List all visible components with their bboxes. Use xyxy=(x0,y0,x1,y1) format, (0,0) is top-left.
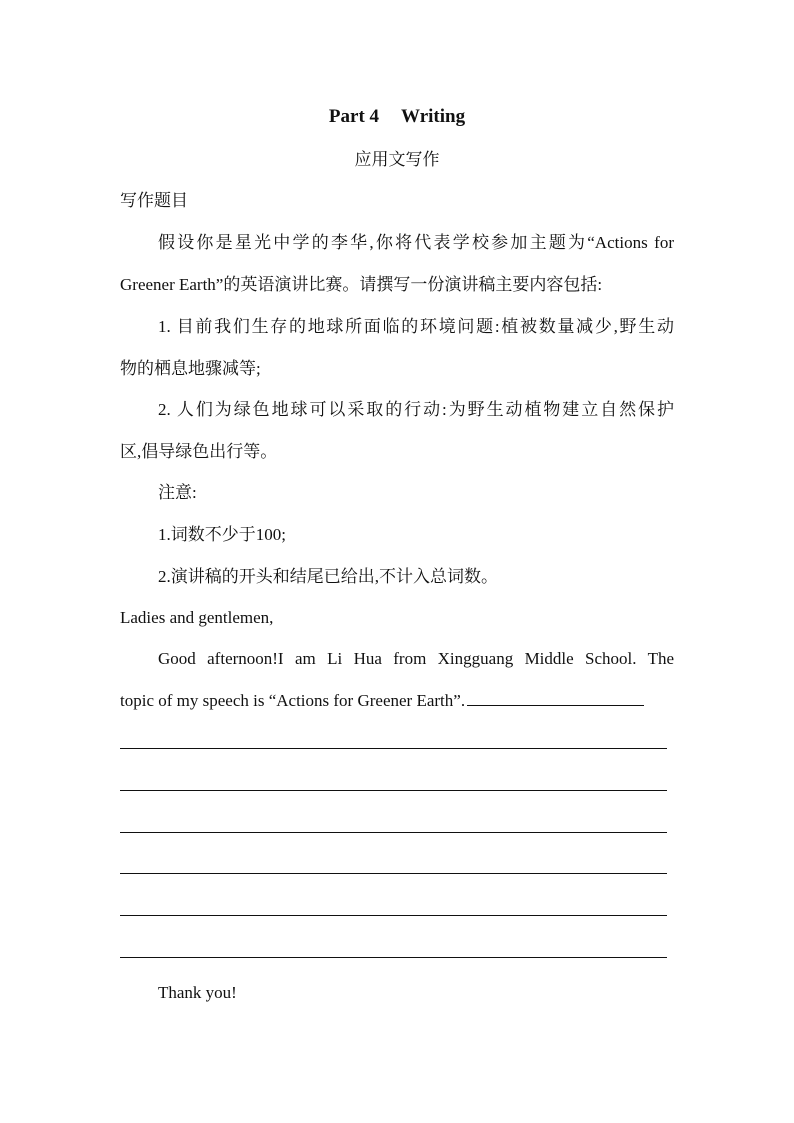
requirement-2-line-2: 区,倡导绿色出行等。 xyxy=(120,442,278,461)
answer-line-4[interactable] xyxy=(120,873,667,874)
speech-closing: Thank you! xyxy=(158,983,237,1002)
prompt-line-2: Greener Earth”的英语演讲比赛。请撰写一份演讲稿主要内容包括: xyxy=(120,275,603,294)
note-opening-closing: 2.演讲稿的开头和结尾已给出,不计入总词数。 xyxy=(158,567,498,586)
requirement-1-line-2: 物的栖息地骤减等; xyxy=(120,359,261,378)
page-subtitle: 应用文写作 xyxy=(354,150,440,169)
requirement-1-line-1: 1. 目前我们生存的地球所面临的环境问题:植被数量减少,野生动 xyxy=(158,317,674,336)
page-title xyxy=(0,104,794,130)
section-label: Writing xyxy=(401,106,466,127)
requirement-2-line-1: 2. 人们为绿色地球可以采取的行动:为野生动植物建立自然保护 xyxy=(158,400,674,419)
speech-opening-line-2 xyxy=(120,689,644,713)
note-word-count: 1.词数不少于100; xyxy=(158,525,286,544)
answer-line-1[interactable] xyxy=(120,748,667,749)
answer-line-2[interactable] xyxy=(120,790,667,791)
prompt-line-1: 假设你是星光中学的李华,你将代表学校参加主题为“Actions for xyxy=(158,233,674,252)
answer-blank-inline[interactable] xyxy=(467,689,644,706)
answer-line-5[interactable] xyxy=(120,915,667,916)
part-label: Part 4 xyxy=(328,106,380,127)
answer-line-6[interactable] xyxy=(120,957,667,958)
answer-line-3[interactable] xyxy=(120,832,667,833)
task-heading: 写作题目 xyxy=(120,191,188,210)
notes-heading: 注意: xyxy=(158,483,197,502)
speech-greeting: Ladies and gentlemen, xyxy=(120,608,274,627)
speech-opening-text: topic of my speech is “Actions for Greener Earth”. xyxy=(120,691,466,710)
speech-opening-line-1: Good afternoon!I am Li Hua from Xingguang Middle School. The xyxy=(158,649,674,668)
